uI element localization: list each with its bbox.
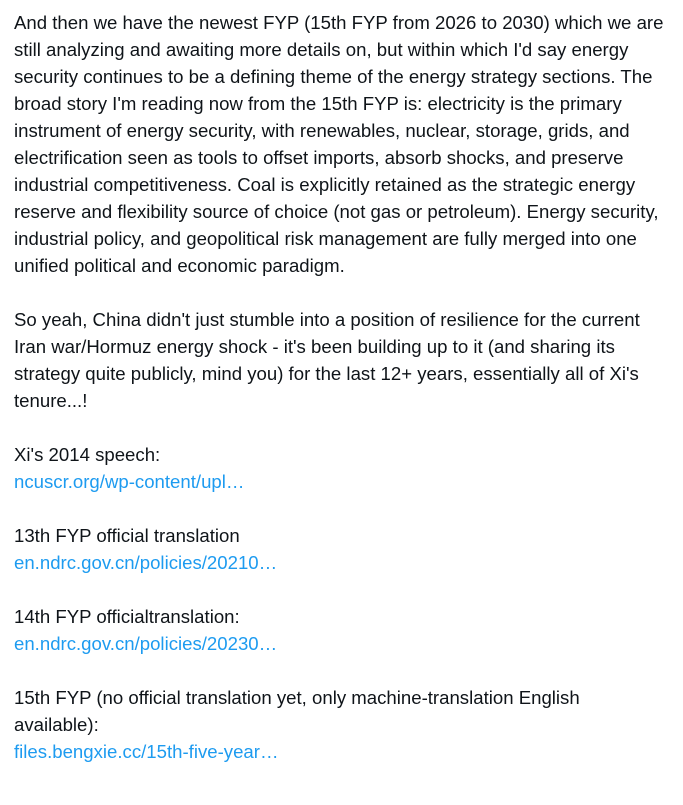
post-paragraph-2: So yeah, China didn't just stumble into a position of resilience for the current Iran war/Hormuz energy shock - it's been building up to it (and sharing its strategy quite publicly, mind you) for the last 12+ years, essentially all of Xi's tenure...! [14,309,640,411]
reference-label: 15th FYP (no official translation yet, only machine-translation English available): [14,687,580,735]
reference-15th-fyp [14,684,669,765]
post-paragraph-1: And then we have the newest FYP (15th FYP from 2026 to 2030) which we are still analyzing and awaiting more details on, but within which I'd say energy security continues to be a defining theme of the energy strategy sections. The broad story I'm reading now from the 15th FYP is: electricity is the primary instrument of energy security, with renewables, nuclear, storage, grids, and electrification seen as tools to offset imports, absorb shocks, and preserve industrial competitiveness. Coal is explicitly retained as the strategic energy reserve and flexibility source of choice (not gas or petroleum). Energy security, industrial policy, and geopolitical risk management are fully merged into one unified political and economic paradigm. [14,12,664,276]
reference-label: 14th FYP officialtranslation: [14,606,240,627]
reference-13th-fyp [14,522,669,576]
reference-link[interactable]: ncuscr.org/wp-content/upl… [14,471,245,492]
reference-link[interactable]: en.ndrc.gov.cn/policies/20210… [14,552,278,573]
reference-xi-2014 [14,441,669,495]
reference-label: 13th FYP official translation [14,525,240,546]
reference-label: Xi's 2014 speech: [14,444,161,465]
reference-14th-fyp [14,603,669,657]
reference-link[interactable]: files.bengxie.cc/15th-five-year… [14,741,279,762]
reference-link[interactable]: en.ndrc.gov.cn/policies/20230… [14,633,278,654]
